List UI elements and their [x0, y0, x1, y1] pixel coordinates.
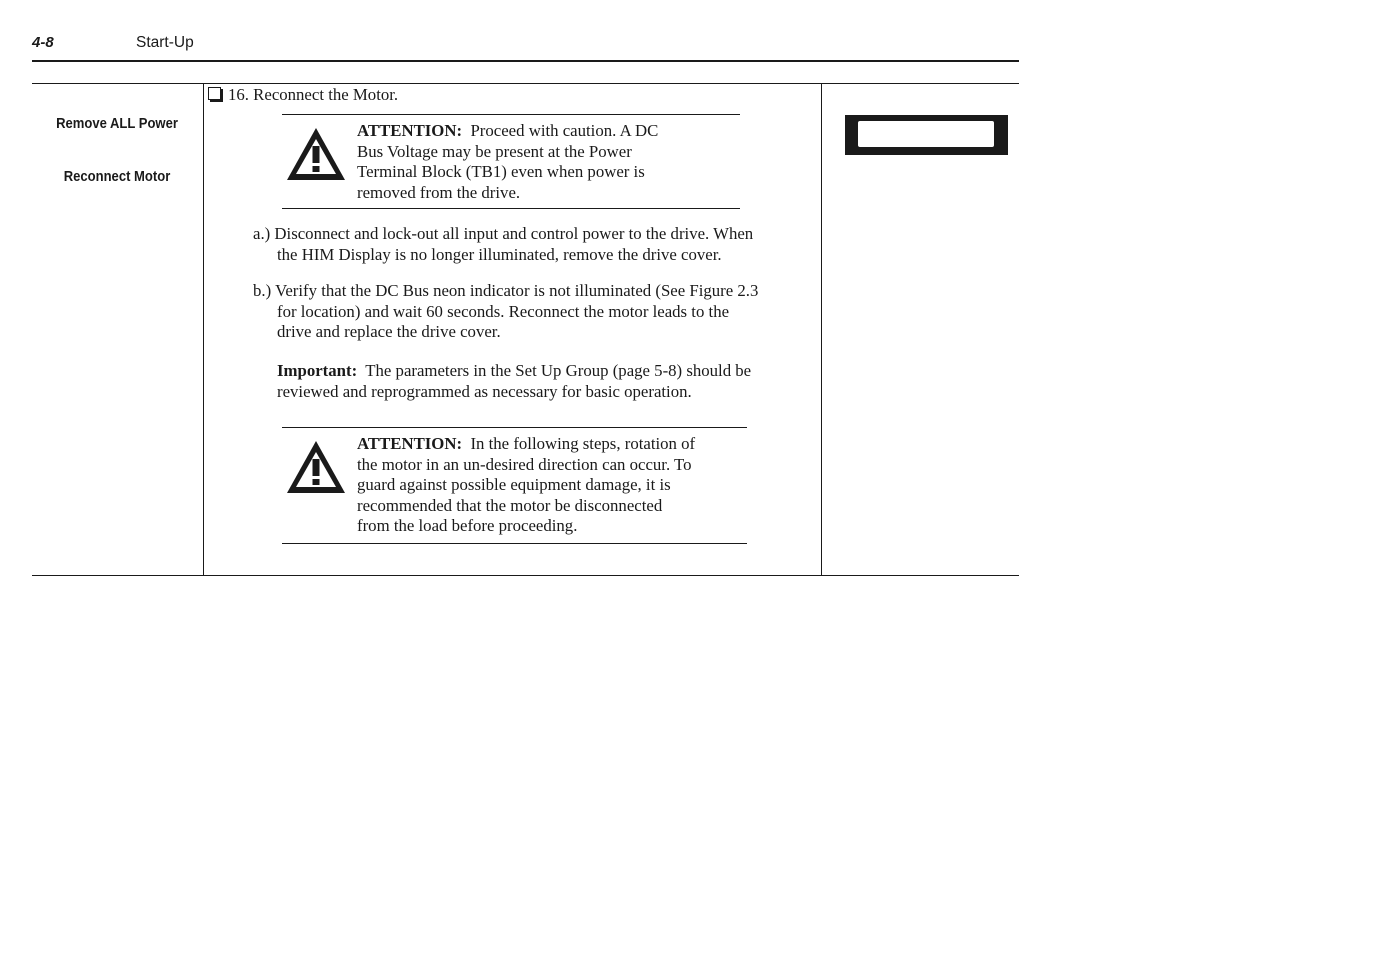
attention-1-top-rule: [282, 114, 740, 115]
important-label: Important:: [277, 361, 358, 380]
attention-2-bottom-rule: [282, 543, 747, 544]
table-bottom-rule: [32, 575, 1019, 576]
checkbox-icon[interactable]: [208, 87, 221, 100]
him-display-icon: [845, 115, 1008, 155]
section-title: Start-Up: [136, 34, 194, 51]
margin-label-reconnect-motor: Reconnect Motor: [63, 169, 171, 185]
page-number: 4-8: [32, 34, 54, 51]
attention-2-top-rule: [282, 427, 747, 428]
attention-1-label: ATTENTION:: [357, 121, 463, 140]
item-b: b.) Verify that the DC Bus neon indicator is not illuminated (See Figure 2.3 for location) and wait 60 seconds. Reconnect the motor leads to the drive and replace the drive cover.: [253, 281, 759, 341]
warning-triangle-icon: [285, 126, 347, 182]
him-display-screen: [858, 121, 994, 147]
table-top-rule: [32, 83, 1019, 84]
item-a: a.) Disconnect and lock-out all input and control power to the drive. When the HIM Display is no longer illuminated, remove the drive cover.: [253, 224, 754, 264]
column-divider-right: [821, 83, 822, 576]
important-note: Important: The parameters in the Set Up Group (page 5-8) should be reviewed and reprogrammed as necessary for basic operation.: [277, 361, 752, 401]
warning-triangle-icon: [285, 439, 347, 495]
attention-1-bottom-rule: [282, 208, 740, 209]
margin-label-remove-power: Remove ALL Power: [56, 116, 178, 132]
attention-2-text: ATTENTION: In the following steps, rotation of the motor in an un-desired direction can occur. To guard against possible equipment damage, it is recommended that the motor be disconnected from the load before proceeding.: [357, 434, 696, 535]
step-title: 16. Reconnect the Motor.: [228, 85, 399, 104]
attention-2-label: ATTENTION:: [357, 434, 463, 453]
step-16: [208, 85, 398, 106]
attention-1-text: ATTENTION: Proceed with caution. A DC Bus Voltage may be present at the Power Terminal Block (TB1) even when power is removed from the drive.: [357, 121, 659, 202]
header-rule: [32, 60, 1019, 62]
column-divider-left: [203, 83, 204, 576]
